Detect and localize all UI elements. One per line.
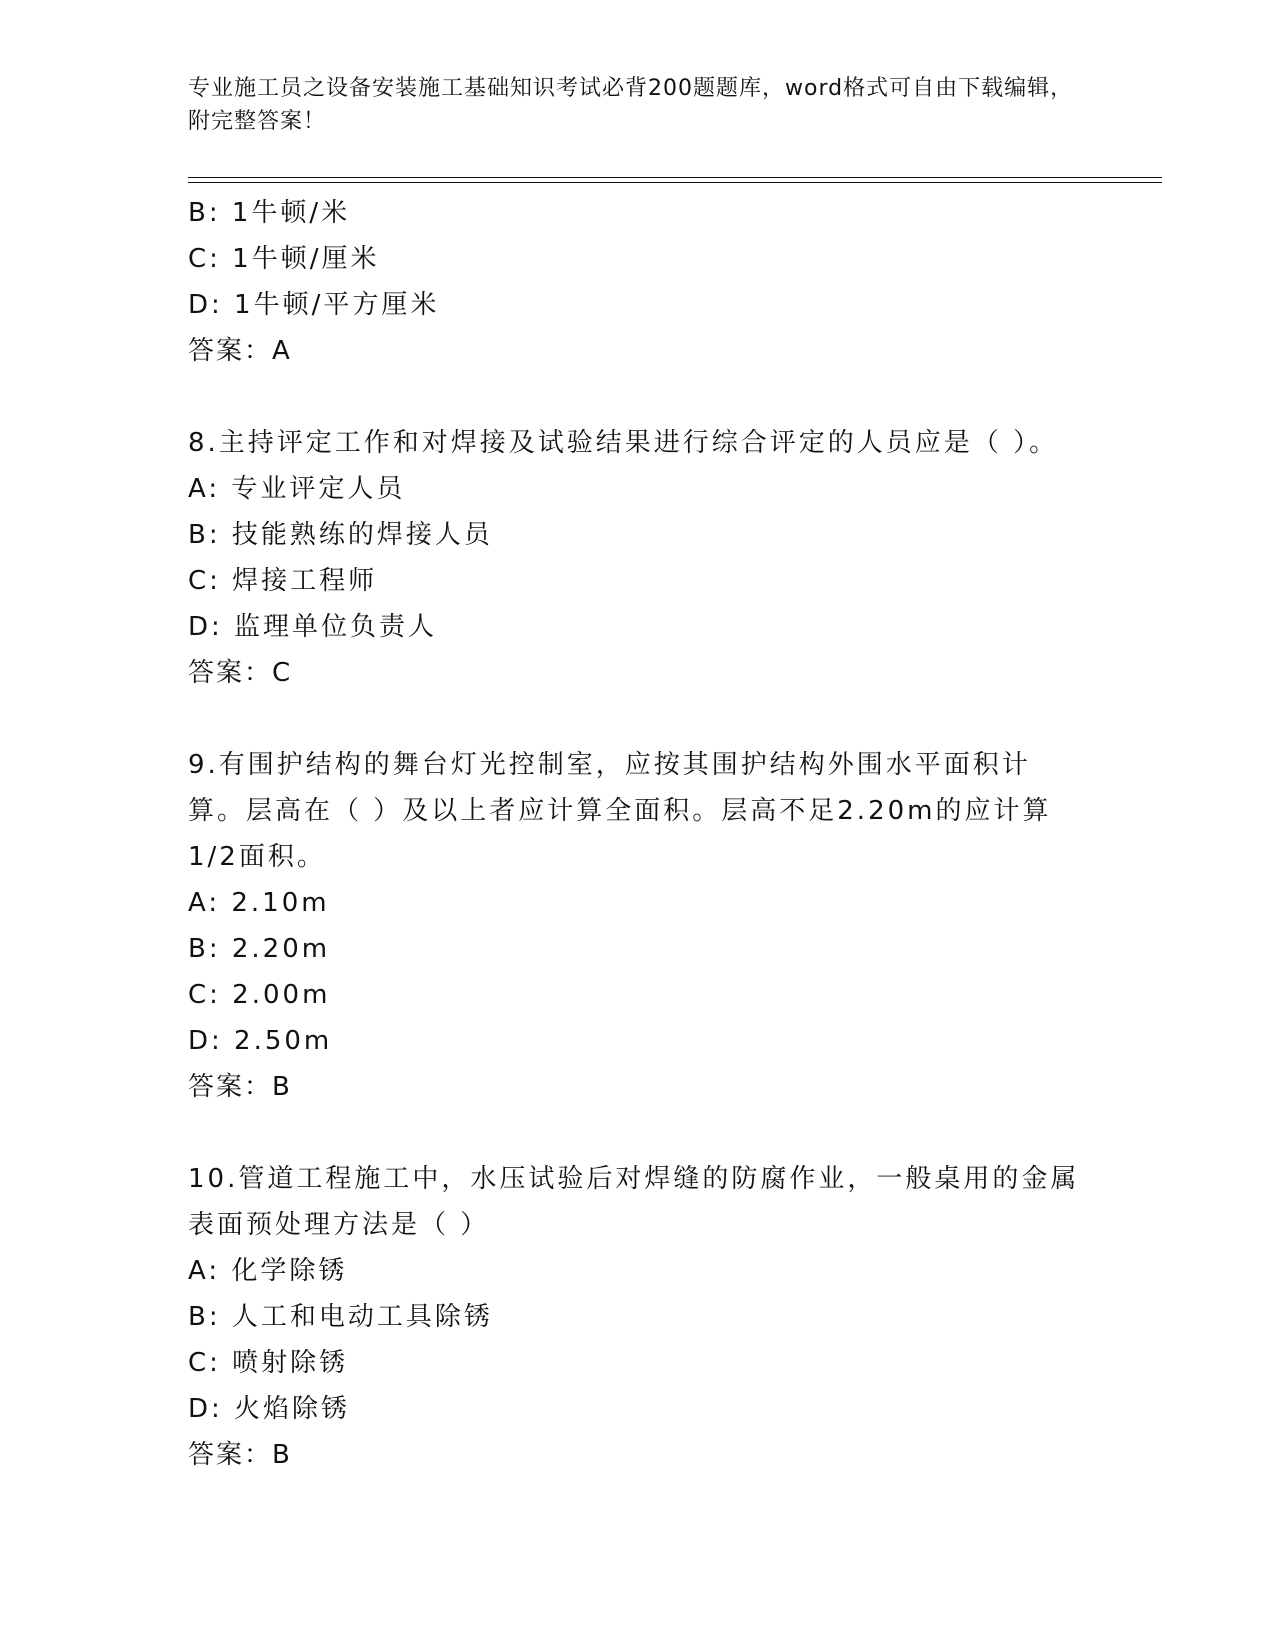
- header-divider-bottom: [188, 182, 1162, 183]
- option-b: B: 技能熟练的焊接人员: [188, 520, 493, 550]
- answer-line: 答案：B: [188, 1072, 292, 1102]
- option-d: D: 监理单位负责人: [188, 612, 438, 642]
- answer-line: 答案：A: [188, 336, 292, 366]
- option-d: D: 1牛顿/平方厘米: [188, 290, 440, 320]
- question-text: 8.主持评定工作和对焊接及试验结果进行综合评定的人员应是（ ）。: [188, 428, 1059, 458]
- option-a: A: 2.10m: [188, 888, 330, 918]
- answer-line: 答案：C: [188, 658, 293, 688]
- spacer: [188, 1110, 1088, 1156]
- option-b: B: 2.20m: [188, 934, 331, 964]
- spacer: [188, 374, 1088, 420]
- option-d: D: 火焰除锈: [188, 1394, 351, 1424]
- spacer: [188, 696, 1088, 742]
- document-body: [188, 190, 1088, 1478]
- option-c: C: 喷射除锈: [188, 1348, 349, 1378]
- question-text: 10.管道工程施工中，水压试验后对焊缝的防腐作业，一般桌用的金属表面预处理方法是（ ）: [188, 1164, 1080, 1240]
- question-text: 9.有围护结构的舞台灯光控制室，应按其围护结构外围水平面积计算。层高在（ ）及以上者应计算全面积。层高不足2.20m的应计算1/2面积。: [188, 750, 1052, 872]
- question-8: [188, 420, 1088, 696]
- question-9: [188, 742, 1088, 1110]
- option-c: C: 2.00m: [188, 980, 331, 1010]
- option-a: A: 专业评定人员: [188, 474, 406, 504]
- option-b: B: 1牛顿/米: [188, 198, 351, 228]
- option-a: A: 化学除锈: [188, 1256, 348, 1286]
- answer-line: 答案：B: [188, 1440, 292, 1470]
- question-10: [188, 1156, 1088, 1478]
- question-fragment: [188, 190, 1088, 374]
- option-c: C: 焊接工程师: [188, 566, 378, 596]
- option-b: B: 人工和电动工具除锈: [188, 1302, 493, 1332]
- header-title: 专业施工员之设备安装施工基础知识考试必背200题题库，word格式可自由下载编辑，附完整答案！: [188, 76, 1074, 134]
- document-header: [188, 72, 1088, 138]
- option-d: D: 2.50m: [188, 1026, 333, 1056]
- header-divider-top: [188, 177, 1162, 178]
- option-c: C: 1牛顿/厘米: [188, 244, 380, 274]
